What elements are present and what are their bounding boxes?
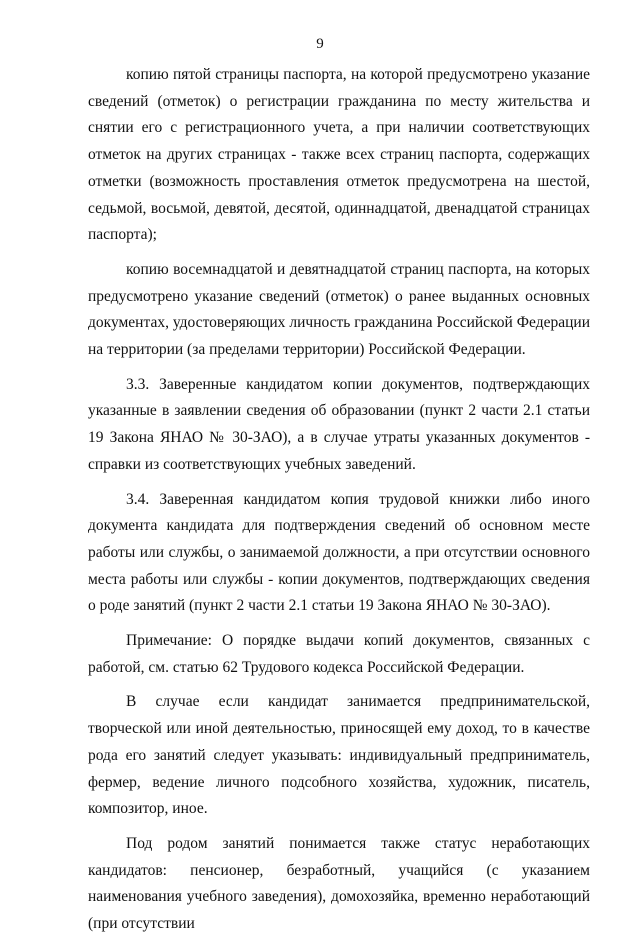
paragraph-passport-pages-18-19: копию восемнадцатой и девятнадцатой страниц паспорта, на которых предусмотрено указание сведений (отметок) о ранее выданных основных документах, удостоверяющих личность гражданина Российской Федерации на территории (за пределами территории) Российской Федерации. [88,260,590,359]
paragraph-passport-page-5: копию пятой страницы паспорта, на которой предусмотрено указание сведений (отметок) о регистрации гражданина по месту жительства и снятии его с регистрационного учета, а при наличии соответствующих отметок на других страницах - также всех страниц паспорта, содержащих отметки (возможность проставления отметок предусмотрена на шестой, седьмой, восьмой, девятой, десятой, одиннадцатой, двенадцатой страницах паспорта); [88,66,590,244]
paragraph-occupation-unemployed: Под родом занятий понимается также статус неработающих кандидатов: пенсионер, безработный, учащийся (с указанием наименования учебного заведения), домохозяйка, временно неработающий (при отсутствии [88,834,590,933]
paragraph-3-4-employment: 3.4. Заверенная кандидатом копия трудовой книжки либо иного документа кандидата для подтверждения сведений об основном месте работы или службы, о занимаемой должности, а при отсутствии основного места работы или службы - копии документов, подтверждающих сведения о роде занятий (пункт 2 части 2.1 статьи 19 Закона ЯНАО № 30-ЗАО). [88,490,590,615]
page-number: 9 [316,36,324,52]
paragraph-3-3-education: 3.3. Заверенные кандидатом копии документов, подтверждающих указанные в заявлении сведения об образовании (пункт 2 части 2.1 статьи 19 Закона ЯНАО № 30-ЗАО), а в случае утраты указанных документов - справки из соответствующих учебных заведений. [88,375,590,473]
document-body [88,62,590,946]
paragraph-occupation-entrepreneur: В случае если кандидат занимается предпринимательской, творческой или иной деятельностью, приносящей ему доход, то в качестве рода его занятий следует указывать: индивидуальный предприниматель, фермер, ведение личного подсобного хозяйства, художник, писатель, композитор, иное. [88,693,590,818]
paragraph-note: Примечание: О порядке выдачи копий документов, связанных с работой, см. статью 62 Трудового кодекса Российской Федерации. [88,632,590,676]
